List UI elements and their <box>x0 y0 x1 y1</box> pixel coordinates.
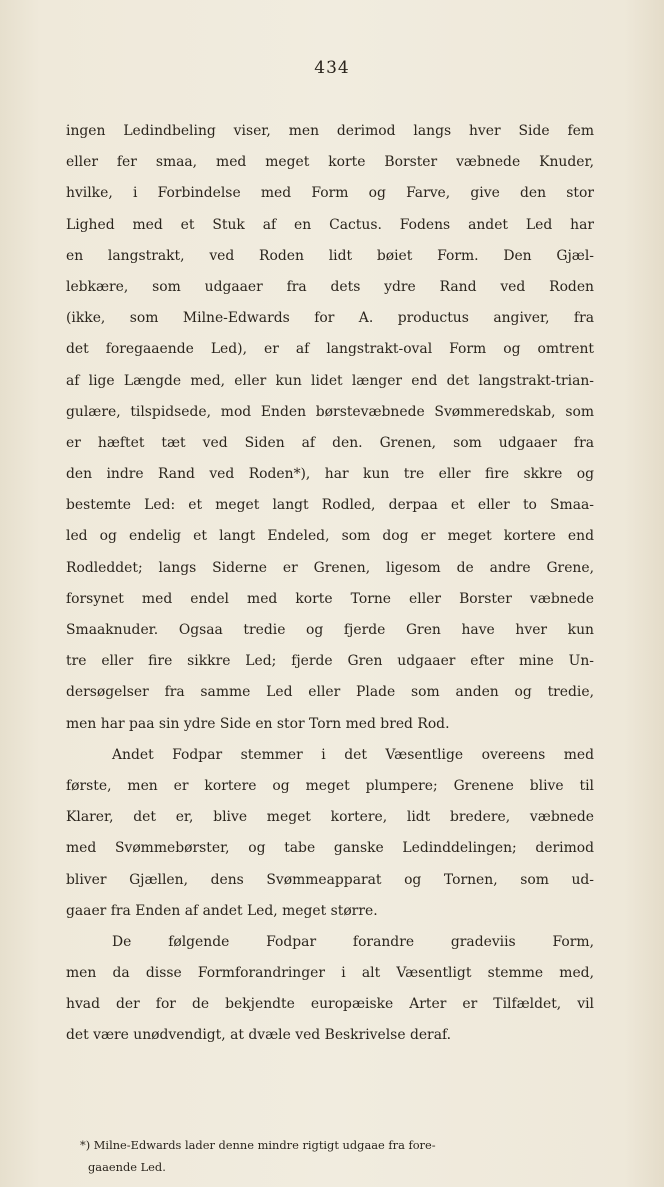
text-line: Smaaknuder. Ogsaa tredie og fjerde Gren have hver kun <box>66 622 594 638</box>
text-line: forsynet med endel med korte Torne eller Borster væbnede <box>66 590 594 607</box>
text-line: (ikke, som Milne-Edwards for A. productus angiver, fra <box>66 310 594 327</box>
text-line: gaaer fra Enden af andet Led, meget større. <box>66 902 378 919</box>
text-line: Klarer, det er, blive meget kortere, lidt bredere, væbnede <box>66 809 594 826</box>
text-line: tre eller fire sikkre Led; fjerde Gren udgaaer efter mine Un- <box>66 653 594 670</box>
text-line: gulære, tilspidsede, mod Enden børstevæbnede Svømmeredskab, som <box>66 403 594 420</box>
text-line: lebkære, som udgaaer fra dets ydre Rand ved Roden <box>66 278 594 295</box>
text-line: De følgende Fodpar forandre gradeviis Form, <box>112 933 594 950</box>
text-line: led og endelig et langt Endeled, som dog er meget kortere end <box>66 528 594 545</box>
text-line: det være unødvendigt, at dvæle ved Beskrivelse deraf. <box>66 1027 452 1044</box>
text-line: Lighed med et Stuk af en Cactus. Fodens andet Led har <box>66 216 594 233</box>
text-line: hvilke, i Forbindelse med Form og Farve, give den stor <box>66 185 594 202</box>
text-line: bestemte Led: et meget langt Rodled, derpaa et eller to Smaa- <box>66 497 594 514</box>
text-line: det foregaaende Led), er af langstrakt-oval Form og omtrent <box>66 341 594 358</box>
text-line: dersøgelser fra samme Led eller Plade som anden og tredie, <box>66 684 594 701</box>
text-line: men har paa sin ydre Side en stor Torn med bred Rod. <box>66 715 450 732</box>
text-line: med Svømmebørster, og tabe ganske Ledinddelingen; derimod <box>66 840 594 857</box>
text-line: hvad der for de bekjendte europæiske Arter er Tilfældet, vil <box>66 996 594 1013</box>
text-line: af lige Længde med, eller kun lidet længer end det langstrakt-trian- <box>66 372 594 389</box>
footnote-line: gaaende Led. <box>88 1160 166 1174</box>
text-line: ingen Ledindbeling viser, men derimod langs hver Side fem <box>66 123 594 139</box>
text-line: den indre Rand ved Roden*), har kun tre eller fire skkre og <box>66 466 594 483</box>
text-line: eller fer smaa, med meget korte Borster væbnede Knuder, <box>66 154 594 171</box>
body-text <box>66 116 594 1052</box>
text-line: Andet Fodpar stemmer i det Væsentlige overeens med <box>112 746 594 763</box>
text-line: er hæftet tæt ved Siden af den. Grenen, som udgaaer fra <box>66 434 594 451</box>
footnote <box>80 1134 580 1178</box>
text-line: en langstrakt, ved Roden lidt bøiet Form. Den Gjæl- <box>66 247 594 264</box>
footnote-line: *) Milne-Edwards lader denne mindre rigtigt udgaae fra fore- <box>80 1138 436 1152</box>
text-line: Rodleddet; langs Siderne er Grenen, ligesom de andre Grene, <box>66 559 594 576</box>
text-line: første, men er kortere og meget plumpere; Grenene blive til <box>66 777 594 794</box>
page-number: 434 <box>314 58 350 78</box>
text-line: men da disse Formforandringer i alt Væsentligt stemme med, <box>66 965 594 982</box>
text-line: bliver Gjællen, dens Svømmeapparat og Tornen, som ud- <box>66 871 594 888</box>
